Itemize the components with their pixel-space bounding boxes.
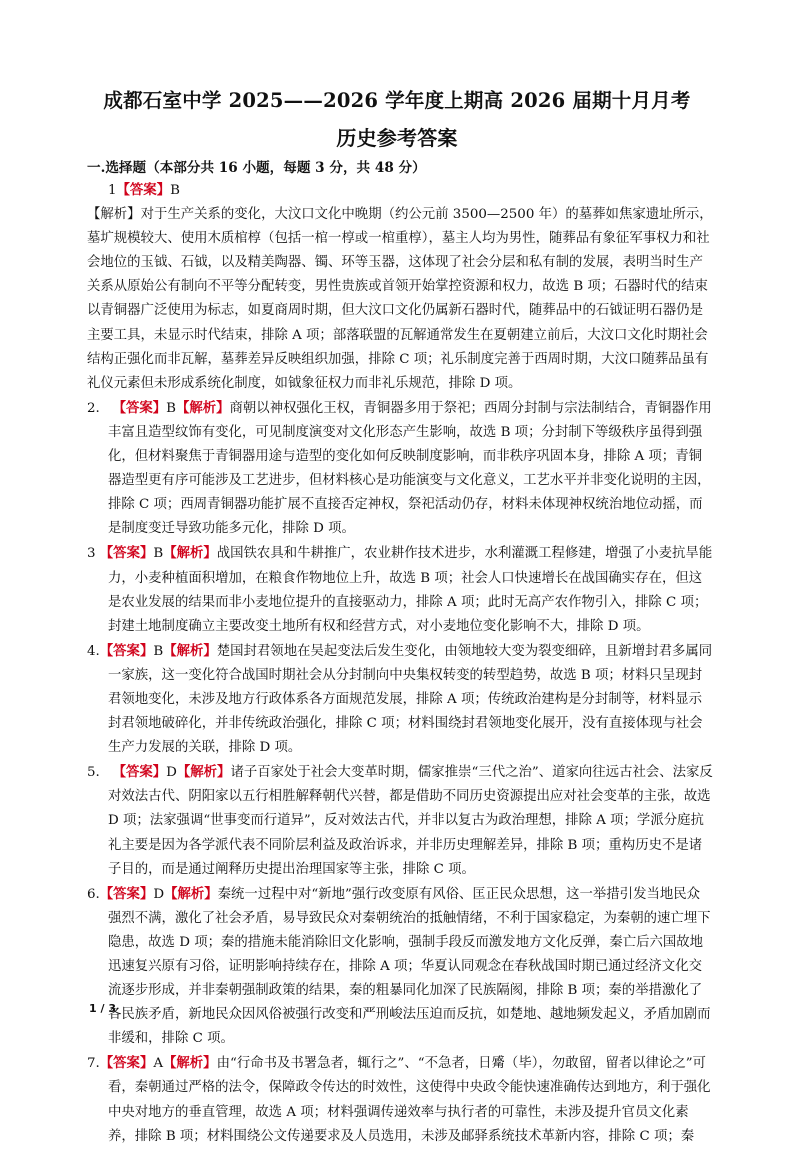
analysis-tag: 【解析】 [163,545,217,562]
answer-letter: A [153,1056,164,1072]
page-number: 1 / 3 [89,1002,116,1015]
analysis-text: 商朝以神权强化王权，青铜器多用于祭祀；西周分封制与宗法制结合，青铜器作用丰富且造型纹饰有变化，可见制度演变对文化形态产生影响，故选 B 项；分封制下等级秩序虽得到强化，但材料聚焦于青铜器用途与造型的变化如何反映制度影响，而非秩序巩固本身，排除 A 项；青铜器造型更有序可能涉及工艺进步，但材料核心是功能演变与文化意义，工艺水平并非变化说明的主因，排除 C 项；西周青铜器功能扩展不直接否定神权，祭祀活动仍存，材料未体现神权统治地位动摇，而是制度变迁导致功能多元化，排除 D 项。 [108,400,712,537]
answer-tag: 【答案】 [99,885,154,902]
document-title: 成都石室中学 2025——2026 学年度上期高 2026 届期十月月考 [103,89,691,112]
analysis-tag: 【解析】 [175,399,230,416]
analysis-tag: 【解析】 [163,642,217,659]
question-number: 4. [87,643,100,659]
question-1 [87,178,713,396]
answer-letter: B [153,643,164,659]
answers-body [87,178,713,1149]
question-number: 6. [87,886,100,902]
question-number: 2. [87,400,100,416]
question-7 [87,1051,713,1148]
question-3 [87,541,713,638]
question-number: 7. [87,1056,100,1072]
question-5 [87,760,713,881]
question-number: 5. [87,765,100,781]
answer-tag: 【答案】 [112,399,167,416]
answer-letter: B [166,400,176,416]
analysis-text: 诸子百家处于社会大变革时期，儒家推崇“三代之治”、道家向往远古社会、法家反对效法古代、阴阳家以五行相胜解释朝代兴替，都是借助不同历史资源提出应对社会变革的主张，故选 D 项；法家强调“世事变而行道异”，反对效法古代，并非以复古为政治理想，排除 A 项；学派分庭抗礼主要是因为各学派代表不同阶层利益及政治诉求，并非历史理解差异，排除 B 项；重构历史不是诸子目的，而是通过阐释历史提出治理国家等主张，排除 C 项。 [108,765,713,877]
analysis-tag: 【解析】 [163,1055,217,1072]
answer-letter: B [153,546,164,562]
answer-letter: D [166,765,177,781]
answer-letter: B [170,183,180,198]
question-4 [87,639,713,760]
section-heading: 一.选择题（本部分共 16 小题，每题 3 分，共 48 分） [87,160,426,176]
analysis-text: 楚国封君领地在吴起变法后发生变化，由领地较大变为裂变细碎，且新增封君多属同一家族，这一变化符合战国时期社会从分封制向中央集权转变的转型趋势，故选 B 项；材料只呈现封君领地变化，未涉及地方行政体系各方面规范发展，排除 A 项；传统政治建构是分封制等，材料显示封君领地破碎化，并非传统政治强化，排除 C 项；材料围绕封君领地变化展开，没有直接体现与社会生产力发展的关联，排除 D 项。 [108,643,713,756]
analysis-tag: 【解析】 [164,885,218,902]
question-number: 3 [87,546,96,562]
analysis-text: 由“行命书及书署急者，辄行之”、“不急者，日觱（毕），勿敢留，留者以律论之”可看，秦朝通过严格的法令，保障政令传达的时效性，这使得中央政令能快速准确传达到地方，利于强化中央对地方的垂直管理，故选 A 项；材料强调传递效率与执行者的可靠性，未涉及提升官员文化素养，排除 B 项；材料围绕公文传递要求及人员选用，未涉及邮驿系统技术革新内容，排除 C 项；秦 [108,1056,711,1144]
analysis-text: 秦统一过程中对“新地”强行改变原有风俗、匡正民众思想，这一举措引发当地民众强烈不满，激化了社会矛盾，易导致民众对秦朝统治的抵触情绪，不利于国家稳定，为秦朝的速亡埋下隐患，故选 D 项；秦的措施未能消除旧文化影响，强制手段反而激发地方文化反弹，秦亡后六国故地迅速复兴原有习俗，证明影响持续存在，排除 A 项；华夏认同观念在春秋战国时期已通过经济文化交流逐步形成，并非秦朝强制政策的结果，秦的粗暴同化加深了民族隔阂，排除 B 项；秦的举措激化了各民族矛盾，新地民众因风俗被强行改变和严刑峻法压迫而反抗，如楚地、越地频发起义，矛盾加剧而非缓和，排除 C 项。 [108,886,711,1047]
answer-tag: 【答案】 [99,1055,154,1072]
answer-letter: D [153,886,165,902]
question-2 [87,396,713,542]
question-6 [87,882,713,1052]
answer-tag: 【答案】 [116,182,171,198]
question-1-answer-line [87,178,713,203]
question-1-analysis [87,203,713,396]
analysis-tag: 【解析】 [176,764,231,781]
analysis-text: 战国铁农具和牛耕推广，农业耕作技术进步，水利灌溉工程修建，增强了小麦抗旱能力，小麦种植面积增加，在粮食作物地位上升，故选 B 项；社会人口快速增长在战国确实存在，但这是农业发展的结果而非小麦地位提升的直接驱动力，排除 A 项；此时无高产农作物引入，排除 C 项；封建土地制度确立主要改变土地所有权和经营方式，对小麦地位变化影响不大，排除 D 项。 [108,546,713,634]
question-number: 1 [108,183,117,198]
answer-tag: 【答案】 [112,764,167,781]
answer-tag: 【答案】 [99,545,154,562]
answer-tag: 【答案】 [99,642,154,659]
document-subtitle: 历史参考答案 [336,126,458,150]
analysis-tag: 【解析】 [87,207,141,223]
analysis-text: 对于生产关系的变化，大汶口文化中晚期（约公元前 3500—2500 年）的墓葬如焦家遗址所示，墓圹规模较大、使用木质棺椁（包括一棺一椁或一棺重椁），墓主人均为男性，随葬品有象征军事权力和社会地位的玉钺、石钺，以及精美陶器、镯、环等玉器，这体现了社会分层和私有制的发展，表明当时生产关系从原始公有制向不平等分配转变，男性贵族或首领开始掌控资源和权力，故选 B 项；石器时代的结束以青铜器广泛使用为标志，如夏商周时期，但大汶口文化仍属新石器时代，随葬品中的石钺证明石器仍是主要工具，未显示时代结束，排除 A 项；部落联盟的瓦解通常发生在夏朝建立前后，大汶口文化时期社会结构正强化而非瓦解，墓葬差异反映组织加强，排除 C 项；礼乐制度完善于西周时期，大汶口随葬品虽有礼仪元素但未形成系统化制度，如钺象征权力而非礼乐规范，排除 D 项。 [87,207,713,391]
